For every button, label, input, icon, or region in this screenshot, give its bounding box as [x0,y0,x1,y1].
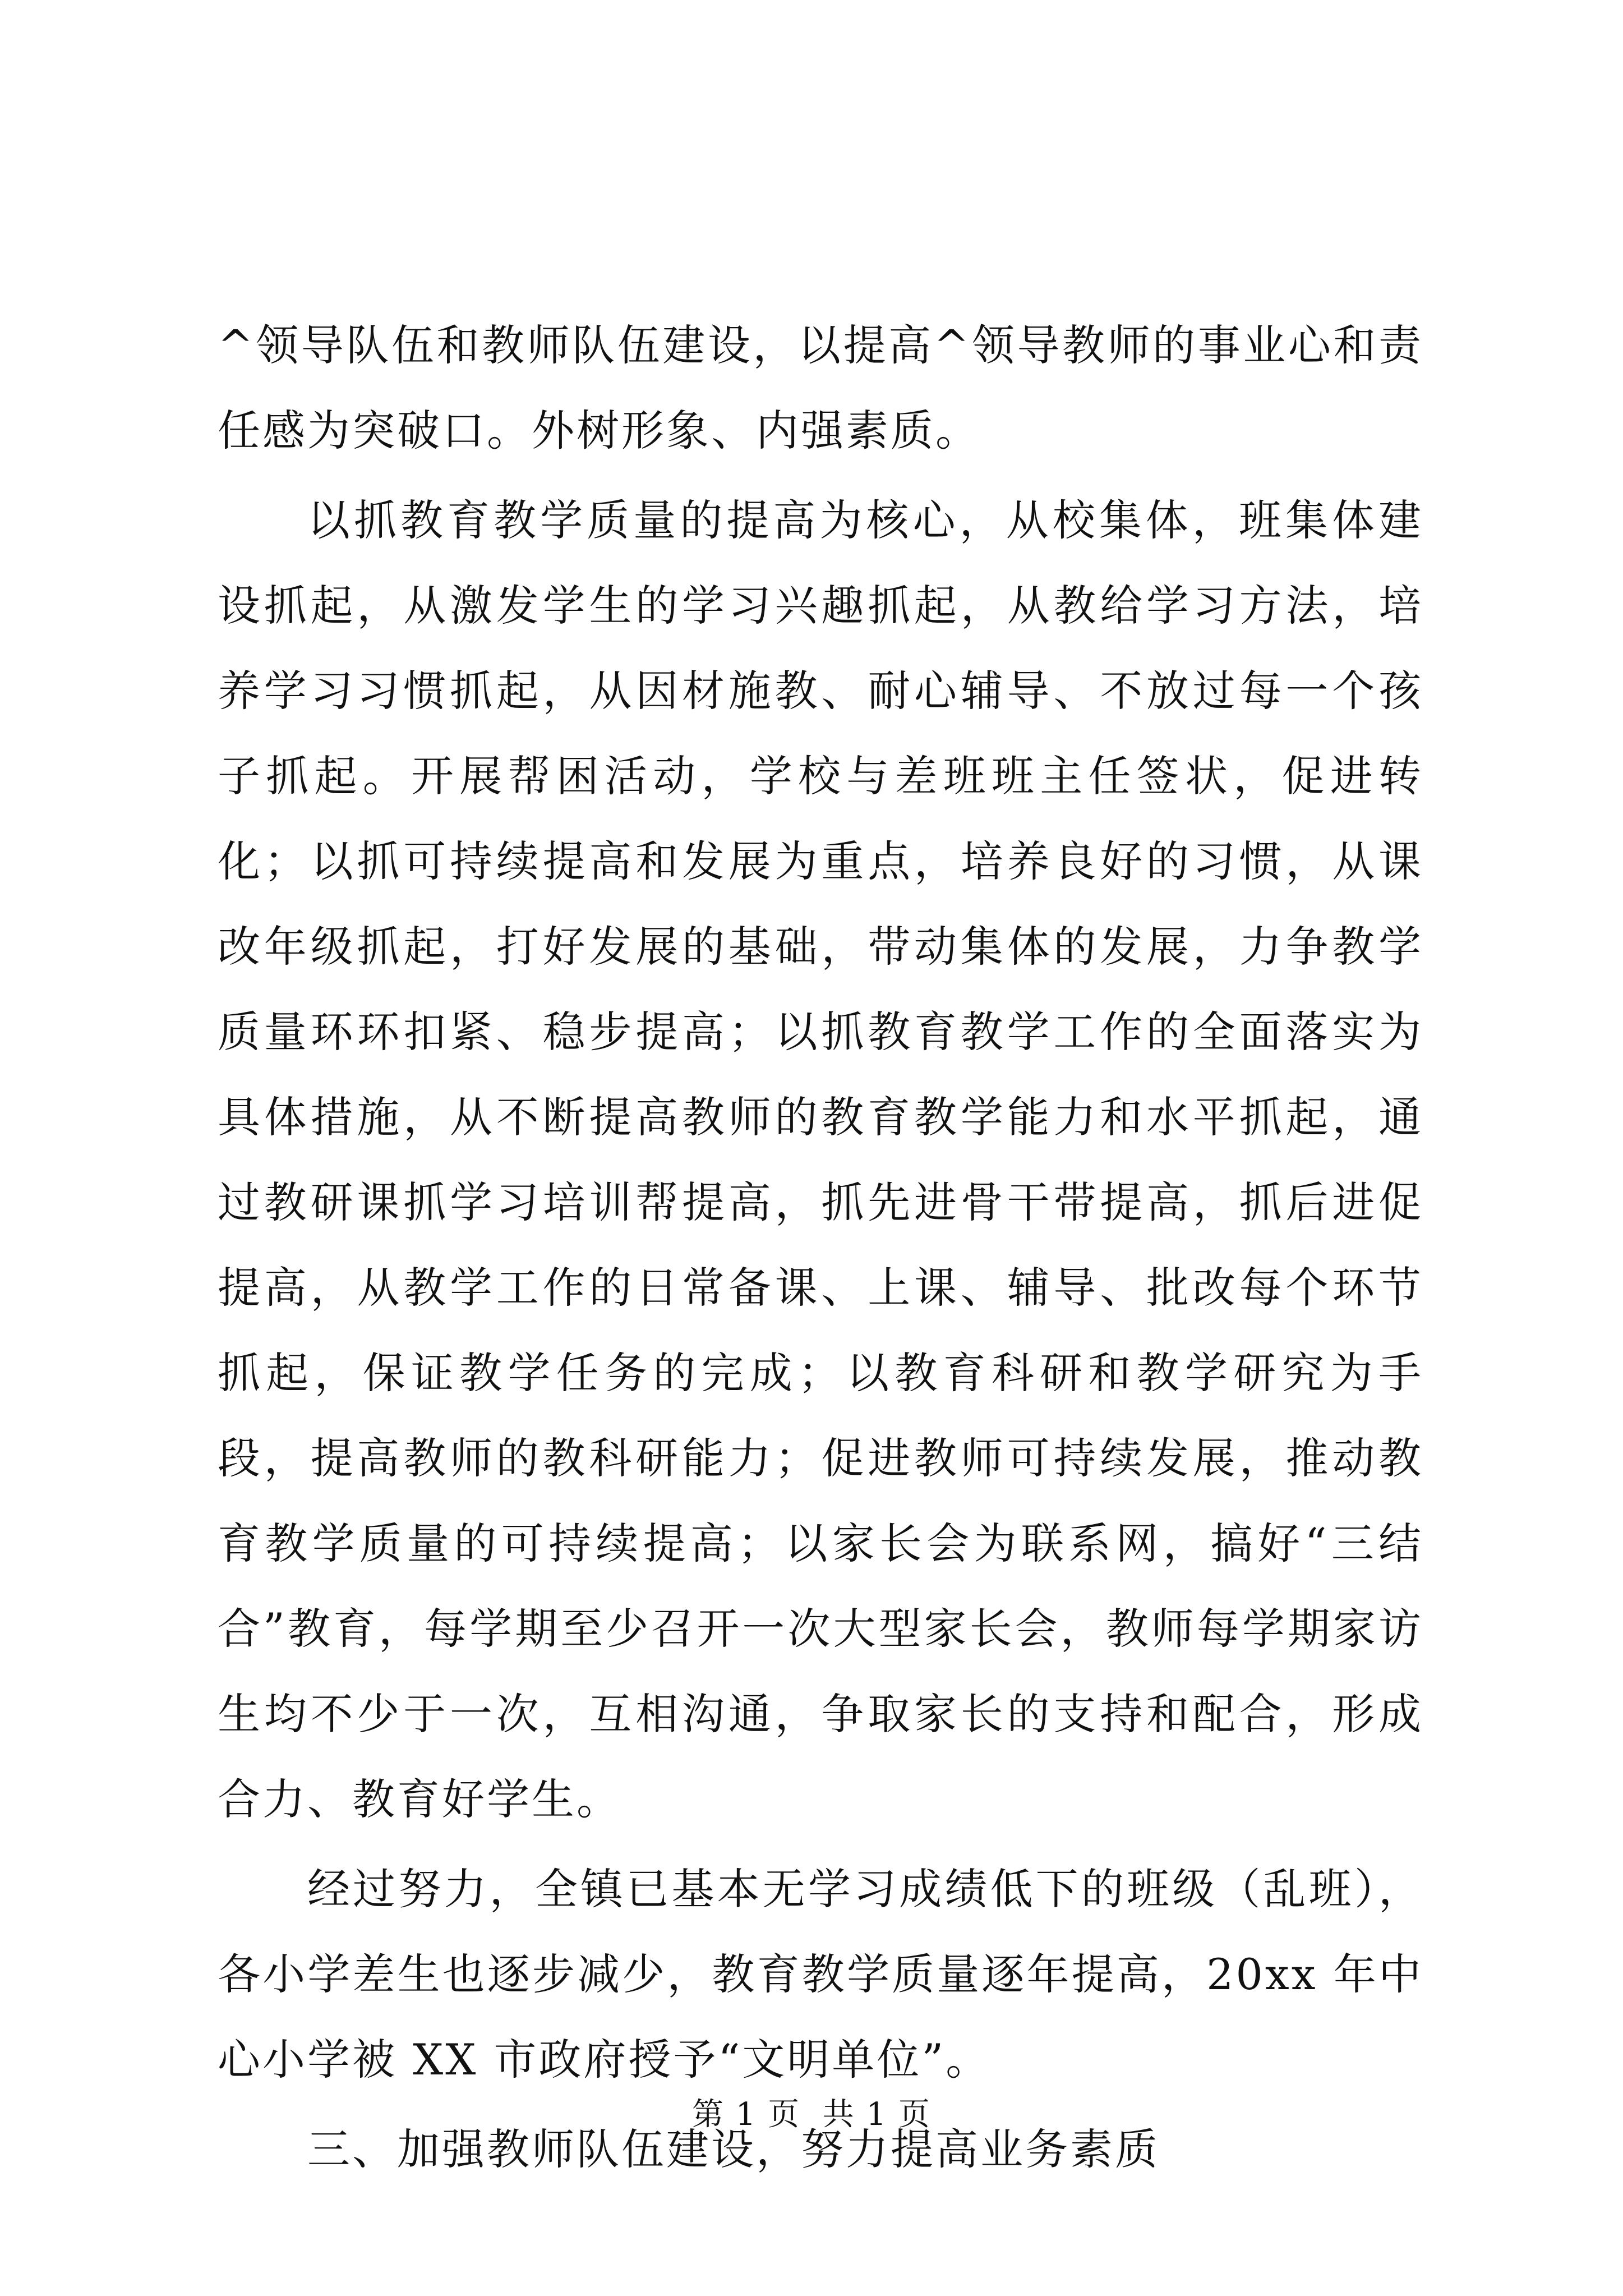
page-footer [0,2095,1623,2134]
paragraph-1: ^领导队伍和教师队伍建设，以提高^领导教师的事业心和责任感为突破口。外树形象、内强素质。 [218,320,1423,455]
document-body [218,303,1423,2192]
page-number-label: 第 1 页 共 1 页 [691,2096,932,2133]
section-heading: 三、加强教师队伍建设，努力提高业务素质 [307,2124,1160,2174]
paragraph-3: 经过努力，全镇已基本无学习成绩低下的班级（乱班），各小学差生也逐步减少，教育教学质量逐年提高，20xx 年中心小学被 XX 市政府授予“文明单位”。 [218,1864,1423,2085]
paragraph-2: 以抓教育教学质量的提高为核心，从校集体，班集体建设抓起，从激发学生的学习兴趣抓起，从教给学习方法，培养学习习惯抓起，从因材施教、耐心辅导、不放过每一个孩子抓起。开展帮困活动，学校与差班班主任签状，促进转化；以抓可持续提高和发展为重点，培养良好的习惯，从课改年级抓起，打好发展的基础，带动集体的发展，力争教学质量环环扣紧、稳步提高；以抓教育教学工作的全面落实为具体措施，从不断提高教师的教育教学能力和水平抓起，通过教研课抓学习培训帮提高，抓先进骨干带提高，抓后进促提高，从教学工作的日常备课、上课、辅导、批改每个环节抓起，保证教学任务的完成；以教育科研和教学研究为手段，提高教师的教科研能力；促进教师可持续发展，推动教育教学质量的可持续提高；以家长会为联系网，搞好“三结合”教育，每学期至少召开一次大型家长会，教师每学期家访生均不少于一次，互相沟通，争取家长的支持和配合，形成合力、教育好学生。 [218,495,1423,1824]
